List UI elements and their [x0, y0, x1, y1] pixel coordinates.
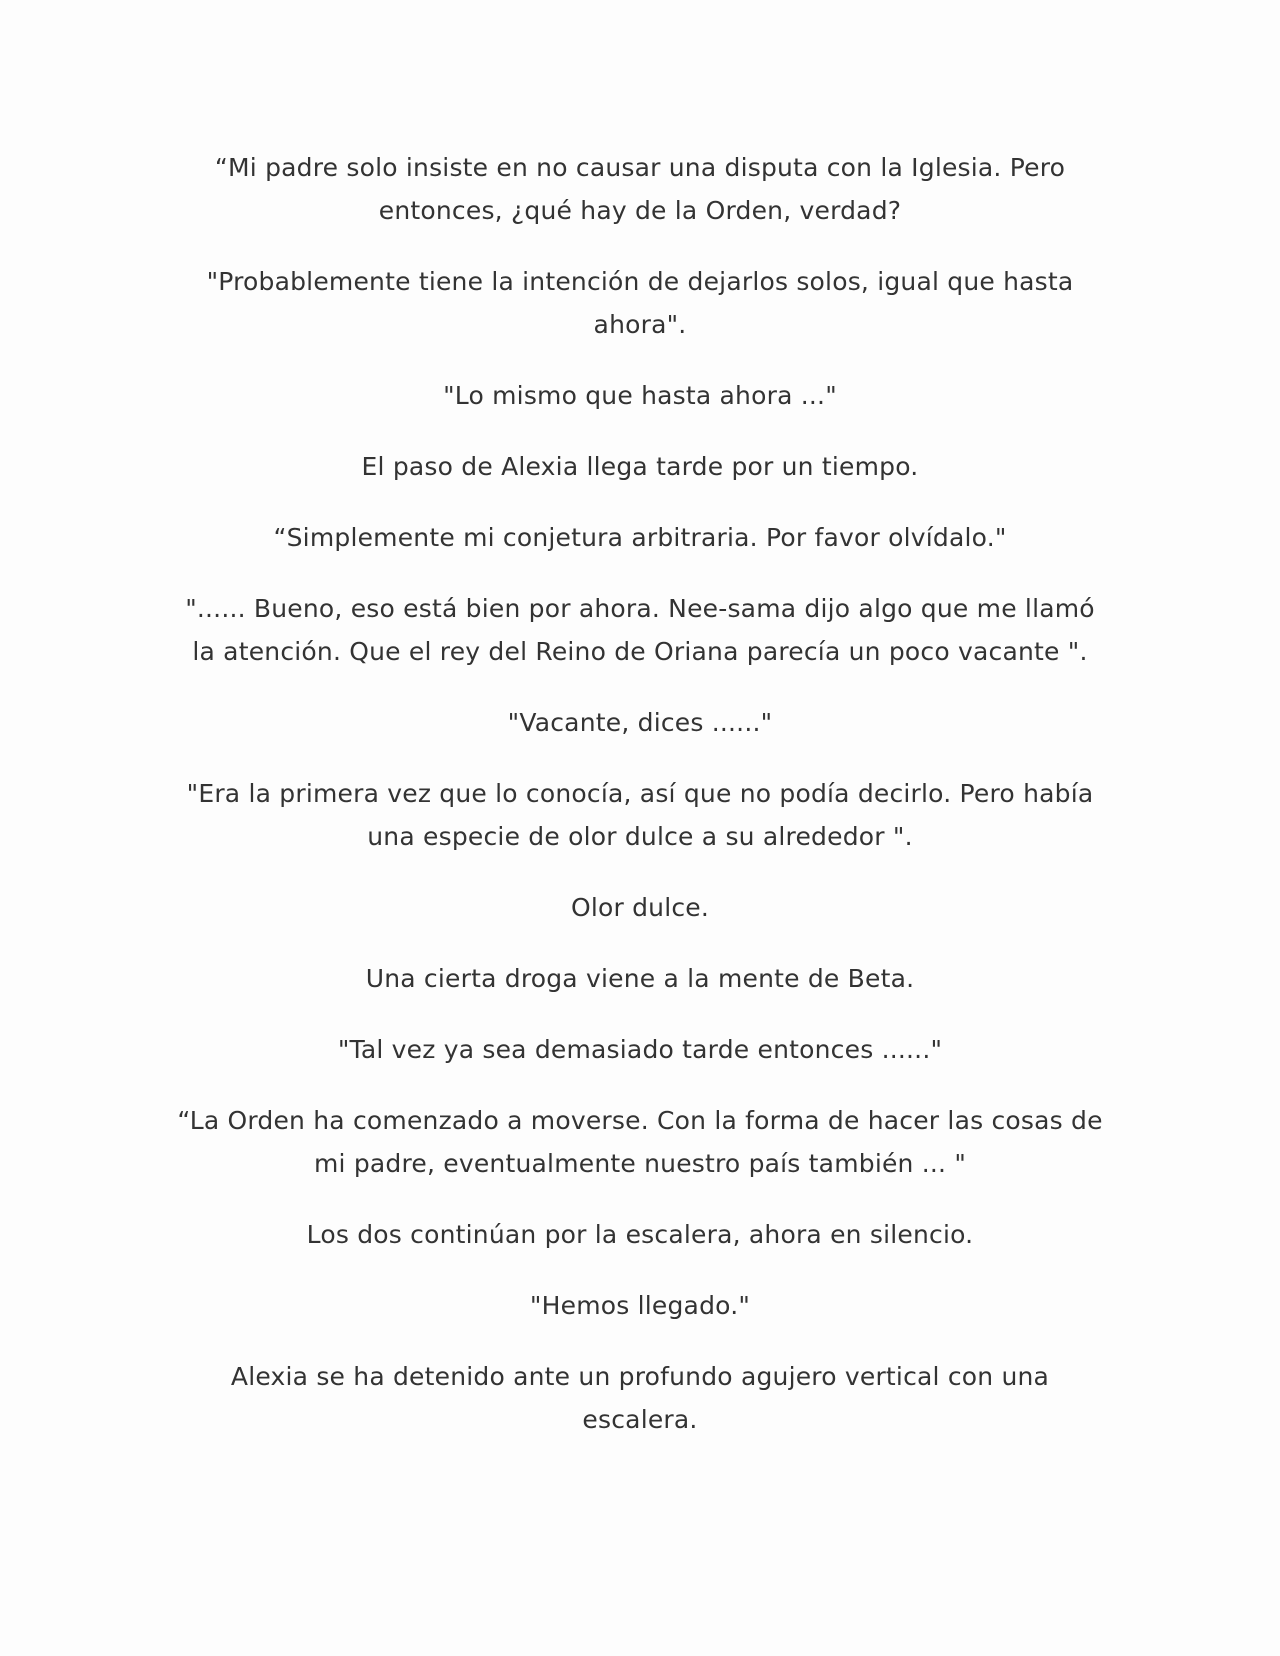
paragraph: "Hemos llegado."	[529, 1291, 751, 1320]
paragraph: Olor dulce.	[570, 893, 710, 922]
paragraph: "...... Bueno, eso está bien por ahora. Nee-sama dijo algo que me llamó la atención. Que el rey del Reino de Oriana parecía un poco vacante ".	[185, 594, 1095, 666]
paragraph: "Vacante, dices ......"	[507, 708, 773, 737]
paragraph: “La Orden ha comenzado a moverse. Con la forma de hacer las cosas de mi padre, eventualmente nuestro país también ... "	[177, 1106, 1103, 1178]
paragraph: "Probablemente tiene la intención de dejarlos solos, igual que hasta ahora".	[206, 267, 1074, 339]
paragraph: Una cierta droga viene a la mente de Beta.	[365, 964, 915, 993]
paragraph: Los dos continúan por la escalera, ahora en silencio.	[306, 1220, 974, 1249]
paragraph: "Tal vez ya sea demasiado tarde entonces ......"	[337, 1035, 943, 1064]
paragraph: El paso de Alexia llega tarde por un tiempo.	[361, 452, 919, 481]
document-body	[170, 146, 1110, 1469]
paragraph: "Lo mismo que hasta ahora ..."	[443, 381, 837, 410]
paragraph: Alexia se ha detenido ante un profundo agujero vertical con una escalera.	[230, 1362, 1050, 1434]
paragraph: "Era la primera vez que lo conocía, así que no podía decirlo. Pero había una especie de olor dulce a su alrededor ".	[186, 779, 1094, 851]
paragraph: “Simplemente mi conjetura arbitraria. Por favor olvídalo."	[273, 523, 1007, 552]
paragraph: “Mi padre solo insiste en no causar una disputa con la Iglesia. Pero entonces, ¿qué hay de la Orden, verdad?	[214, 153, 1066, 225]
